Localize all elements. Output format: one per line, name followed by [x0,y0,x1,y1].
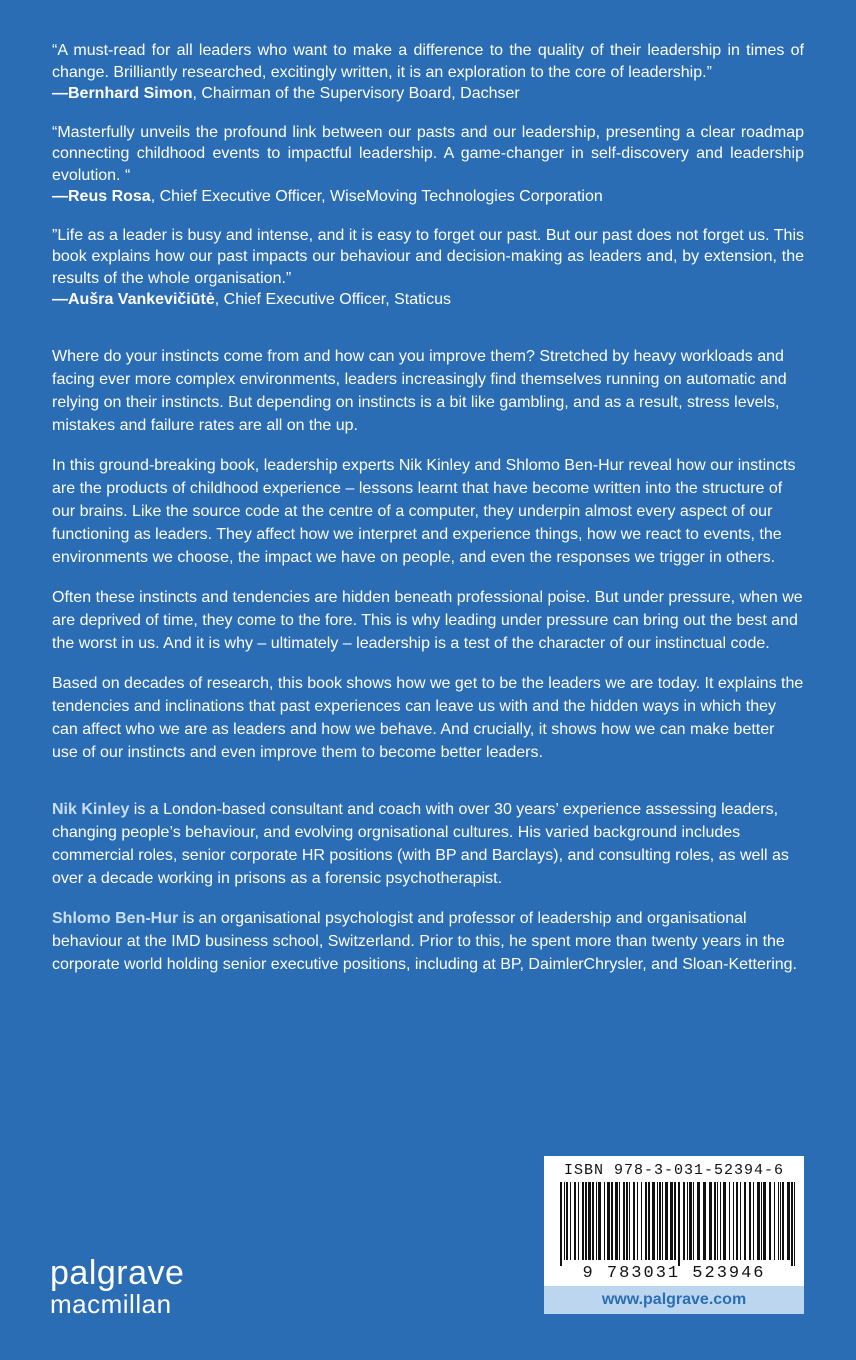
author-name: Shlomo Ben-Hur [52,909,179,927]
barcode-bar [703,1182,706,1260]
barcode-bar [582,1182,584,1260]
barcode-bar [674,1182,676,1260]
quote-attribution [52,289,804,311]
quote-author-role: , Chairman of the Supervisory Board, Dachser [192,85,520,102]
logo-line-palgrave: palgrave [50,1254,185,1292]
barcode-bar [709,1182,712,1260]
barcode-bar [662,1182,663,1260]
quote-attribution [52,83,804,105]
description-paragraph: Often these instincts and tendencies are hidden beneath professional poise. But under pressure, when we are deprived of time, they come to the fore. This is why leading under pressure can bring out the best and the worst in us. And it is why – ultimately – leadership is a test of the character of our instinctual code. [52,588,803,652]
barcode-bar [564,1182,565,1260]
barcode-bar [574,1182,576,1260]
endorsement-quote [52,122,804,208]
endorsement-quote [52,225,804,311]
cover-text [52,40,804,993]
isbn-digits: 9 783031 523946 [582,1264,766,1283]
barcode-bar [570,1182,571,1260]
barcode-bar [629,1182,630,1260]
barcode-bar [744,1182,746,1260]
barcode-bar [604,1182,605,1260]
logo-line-macmillan: macmillan [50,1289,172,1319]
barcode-bar [733,1182,734,1260]
barcode-bar [749,1182,751,1260]
barcode-bars [560,1182,796,1266]
author-bio-text: is an organisational psychologist and professor of leadership and organisational behaviour at the IMD business school, Switzerland. Prior to this, he spent more than twenty years in the corporate world holding senior executive positions, including at BP, DaimlerChrysler, and Sloan-Kettering. [52,909,797,973]
barcode-bar [774,1182,775,1260]
barcode-bar [619,1182,620,1260]
barcode-bar [736,1182,738,1260]
barcode-bar [683,1182,685,1260]
barcode-bar [720,1182,721,1260]
barcode-bar [648,1182,650,1260]
isbn-label: ISBN 978-3-031-52394-6 [563,1162,785,1179]
barcode-bar [623,1182,625,1260]
barcode-bar [596,1182,597,1260]
quote-text: “A must-read for all leaders who want to make a difference to the quality of their leadership in times of change. Brilliantly researched, excitingly written, it is an exploration to the core of leadership.” [52,42,804,81]
barcode-bar [753,1182,754,1260]
description-paragraph: Based on decades of research, this book shows how we get to be the leaders we are today. It explains the tendencies and inclinations that past experiences can leave us with and the hidden ways in which they can affect who we are as leaders and how we behave. And crucially, it shows how we can make better use of our instincts and even improve them to become better leaders. [52,674,804,761]
barcode-bar [578,1182,579,1260]
barcode-bar [588,1182,591,1260]
author-bio [52,907,804,976]
publisher-logo [50,1256,184,1318]
barcode-bar [693,1182,694,1260]
barcode-bar [761,1182,762,1260]
quote-text: ”Life as a leader is busy and intense, and it is easy to forget our past. But our past does not forget us. This book explains how our past impacts our behaviour and decision-making as leaders and, by extension, the results of the whole organisation.” [52,226,804,287]
barcode-bar [607,1182,610,1260]
barcode-bar [633,1182,635,1260]
quote-text: “Masterfully unveils the profound link between our pasts and our leadership, presenting a clear roadmap connecting childhood events to impactful leadership. A game-changer in self-discovery and leadership evolution. “ [52,123,804,184]
barcode-bar [740,1182,741,1260]
barcode-bar [637,1182,638,1260]
barcode-bar [592,1182,594,1260]
barcode-bar [791,1182,793,1266]
quote-author-role: , Chief Executive Officer, WiseMoving Technologies Corporation [150,188,603,205]
quote-author-role: , Chief Executive Officer, Staticus [214,291,451,308]
barcode-bar [641,1182,642,1260]
barcode-bar [778,1182,779,1260]
barcode-bar [645,1182,647,1260]
quote-author: —Reus Rosa [52,188,151,205]
barcode-bar [769,1182,771,1260]
isbn-barcode [544,1156,804,1286]
author-bio [52,798,804,890]
barcode-bar [780,1182,781,1260]
barcode-bar [611,1182,613,1260]
barcode-bar [697,1182,700,1260]
barcode-bar [566,1182,568,1260]
barcode-bar [585,1182,587,1260]
barcode-bar [615,1182,618,1260]
barcode-bar [657,1182,658,1260]
barcode-bar [794,1182,795,1266]
publisher-url: www.palgrave.com [544,1286,804,1314]
barcode-bar [729,1182,730,1260]
barcode-bar [598,1182,601,1260]
author-name: Nik Kinley [52,800,130,818]
barcode-bar [763,1182,766,1260]
barcode-bar [678,1182,680,1266]
barcode-bar [659,1182,661,1260]
barcode-bar [782,1182,784,1260]
barcode-bar [757,1182,760,1260]
barcode-bar [723,1182,726,1260]
description-paragraph: In this ground-breaking book, leadership experts Nik Kinley and Shlomo Ben-Hur reveal how our instincts are the products of childhood experience – lessons learnt that have become written into the structure of our brains. Like the source code at the centre of a computer, they underpin almost every aspect of our functioning as leaders. They affect how we interpret and experience things, how we react to events, the environments we choose, the impact we have on people, and even the responses we trigger in others. [52,456,796,566]
barcode-bar [689,1182,692,1260]
barcode-bar [714,1182,716,1260]
barcode-bar [787,1182,790,1260]
endorsement-quote [52,40,804,105]
quote-author: —Bernhard Simon [52,85,193,102]
barcode-bar [560,1182,562,1266]
barcode-bar [717,1182,718,1260]
quote-attribution [52,186,804,208]
barcode-bar [652,1182,655,1260]
barcode-bar [687,1182,688,1260]
barcode-bar [665,1182,668,1260]
description-paragraph: Where do your instincts come from and how can you improve them? Stretched by heavy workloads and facing ever more complex environments, leaders increasingly find themselves running on automatic and relying on their instincts. But depending on instincts is a bit like gambling, and as a result, stress levels, mistakes and failure rates are all on the up. [52,347,787,434]
barcode-bar [670,1182,673,1260]
quote-author: —Aušra Vankevičiūtė [52,291,215,308]
barcode-bar [626,1182,628,1260]
author-bio-text: is a London-based consultant and coach with over 30 years’ experience assessing leaders, changing people’s behaviour, and evolving orgnisational cultures. His varied background includes commercial roles, senior corporate HR positions (with BP and Barclays), and consulting roles, as well as over a decade working in prisons as a forensic psychotherapist. [52,800,789,887]
